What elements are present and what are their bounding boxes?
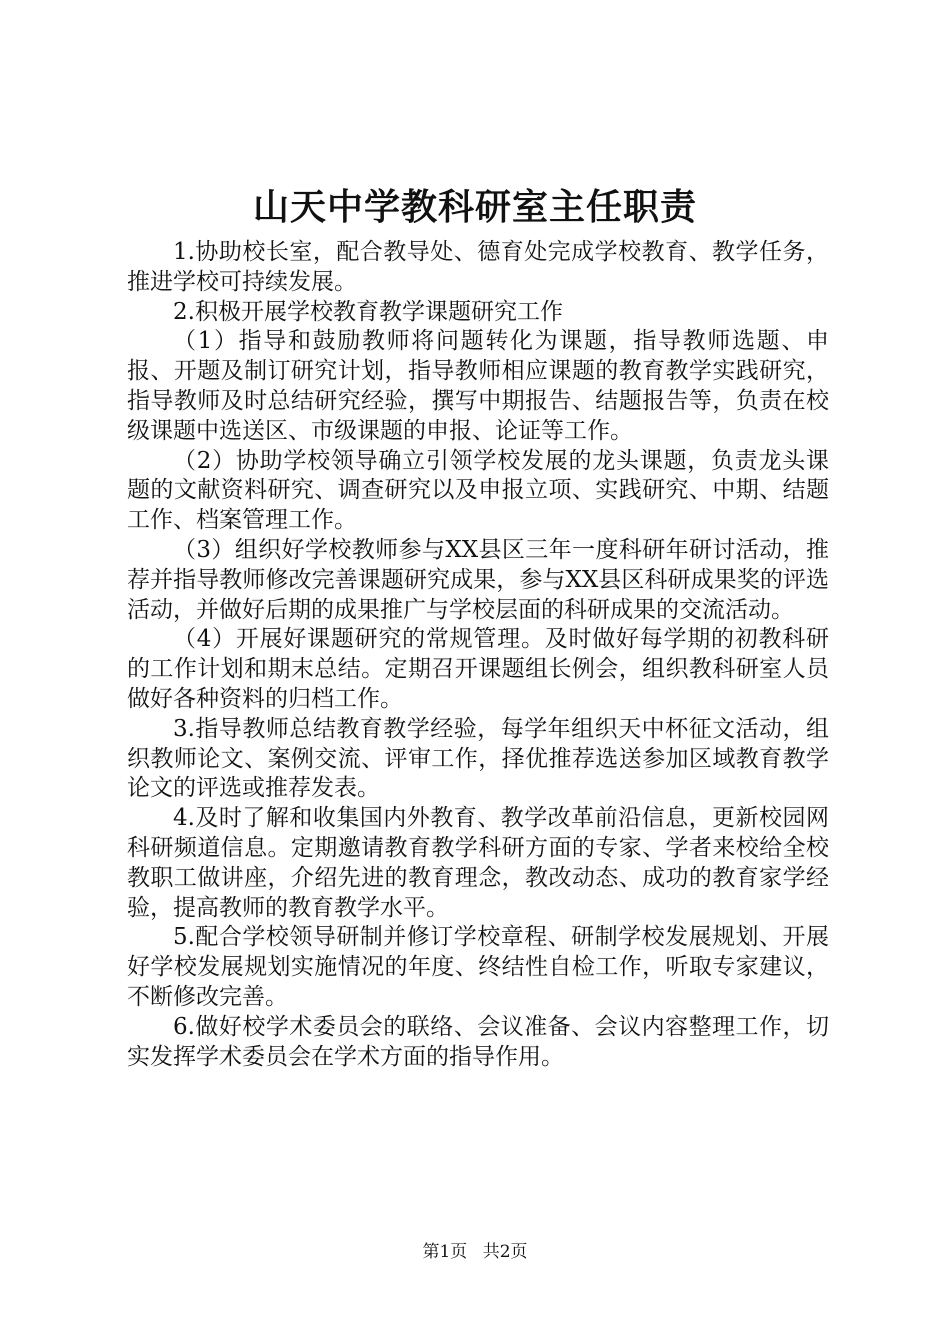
paragraph-2-3: （3）组织好学校教师参与XX县区三年一度科研年研讨活动，推荐并指导教师修改完善课题研究成果，参与XX县区科研成果奖的评选活动，并做好后期的成果推广与学校层面的科研成果的交流活动。	[127, 536, 829, 623]
paragraph-6: 6.做好校学术委员会的联络、会议准备、会议内容整理工作，切实发挥学术委员会在学术方面的指导作用。	[127, 1013, 829, 1070]
paragraph-2: 2.积极开展学校教育教学课题研究工作	[173, 298, 563, 325]
paragraph-5: 5.配合学校领导研制并修订学校章程、研制学校发展规划、开展好学校发展规划实施情况的年度、终结性自检工作，听取专家建议，不断修改完善。	[127, 924, 829, 1010]
paragraph-1: 1.协助校长室，配合教导处、德育处完成学校教育、教学任务，推进学校可持续发展。	[127, 239, 829, 295]
document-title: 山天中学教科研室主任职责	[252, 186, 697, 228]
page-footer	[0, 1240, 950, 1264]
paragraph-2-4: （4）开展好课题研究的常规管理。及时做好每学期的初教科研的工作计划和期末总结。定期召开课题组长例会，组织教科研室人员做好各种资料的归档工作。	[127, 626, 829, 712]
paragraph-2-2: （2）协助学校领导确立引领学校发展的龙头课题，负责龙头课题的文献资料研究、调查研究以及申报立项、实践研究、中期、结题工作、档案管理工作。	[127, 447, 829, 534]
paragraph-4: 4.及时了解和收集国内外教育、教学改革前沿信息，更新校园网科研频道信息。定期邀请教育教学科研方面的专家、学者来校给全校教职工做讲座，介绍先进的教育理念，教改动态、成功的教育家学经验，提高教师的教育教学水平。	[127, 805, 829, 921]
document-body	[127, 238, 829, 1072]
page-number-total: 共2页	[482, 1242, 528, 1262]
paragraph-3: 3.指导教师总结教育教学经验，每学年组织天中杯征文活动，组织教师论文、案例交流、评审工作，择优推荐选送参加区域教育教学论文的评选或推荐发表。	[127, 715, 829, 802]
page-number-current: 第1页	[422, 1242, 468, 1262]
paragraph-2-1: （1）指导和鼓励教师将问题转化为课题，指导教师选题、申报、开题及制订研究计划，指导教师相应课题的教育教学实践研究，指导教师及时总结研究经验，撰写中期报告、结题报告等，负责在校级课题中选送区、市级课题的申报、论证等工作。	[127, 328, 829, 444]
